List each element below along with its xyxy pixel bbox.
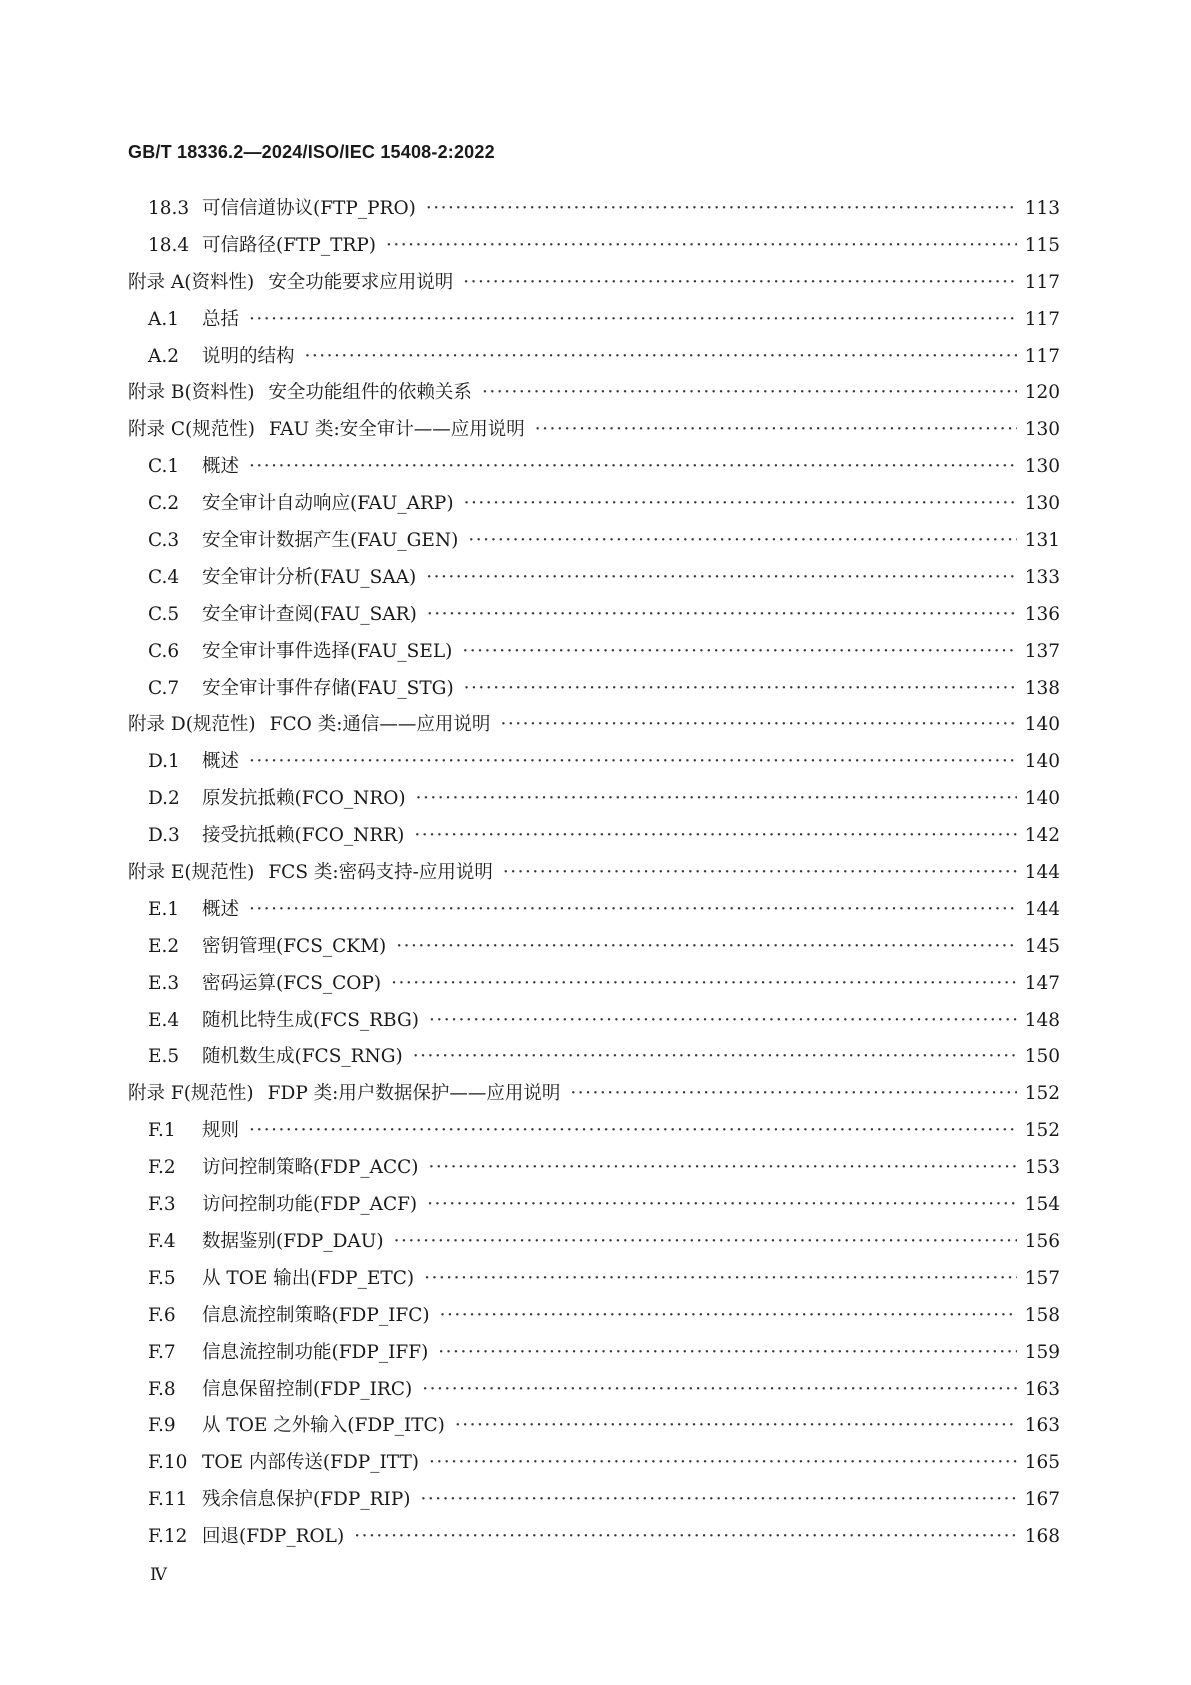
toc-leader-dots xyxy=(394,1224,1017,1261)
toc-leader-dots xyxy=(426,560,1016,597)
toc-entry-number: F.2 xyxy=(148,1157,176,1179)
toc-entry[interactable] xyxy=(128,818,1060,855)
toc-entry-page: 117 xyxy=(1024,271,1060,293)
toc-entry-number: 附录 E(规范性) xyxy=(128,862,255,884)
toc-entry[interactable] xyxy=(128,929,1060,966)
toc-entry-number: 附录 D(规范性) xyxy=(128,714,256,736)
toc-entry-page: 158 xyxy=(1024,1304,1060,1326)
toc-entry-number: E.5 xyxy=(148,1046,180,1068)
toc-entry-number: C.3 xyxy=(148,530,180,552)
toc-entry-title: FDP 类:用户数据保护——应用说明 xyxy=(267,1083,561,1105)
toc-leader-dots xyxy=(500,707,1016,744)
toc-entry[interactable] xyxy=(128,1519,1060,1556)
toc-leader-dots xyxy=(422,1372,1016,1409)
toc-entry-number: F.11 xyxy=(148,1489,188,1511)
toc-leader-dots xyxy=(426,191,1017,228)
toc-entry-title: 安全功能要求应用说明 xyxy=(268,271,454,293)
toc-entry[interactable] xyxy=(128,1335,1060,1372)
toc-entry-title: 随机数生成(FCS_RNG) xyxy=(202,1046,403,1068)
toc-entry-number: 18.3 xyxy=(148,198,190,219)
toc-entry-page: 156 xyxy=(1024,1230,1060,1252)
toc-entry-page: 120 xyxy=(1024,382,1060,404)
toc-entry[interactable] xyxy=(128,855,1060,892)
toc-leader-dots xyxy=(249,449,1017,486)
toc-entry-number: 附录 B(资料性) xyxy=(128,382,255,404)
toc-entry-number: D.3 xyxy=(148,825,180,847)
toc-entry-number: F.3 xyxy=(148,1194,176,1216)
toc-leader-dots xyxy=(391,966,1017,1003)
toc-entry[interactable] xyxy=(128,228,1060,265)
toc-entry-page: 144 xyxy=(1024,862,1060,884)
toc-entry-page: 113 xyxy=(1024,198,1060,219)
toc-entry[interactable] xyxy=(128,1372,1060,1409)
toc-leader-dots xyxy=(386,228,1017,265)
toc-entry-page: 117 xyxy=(1024,308,1060,330)
toc-entry-title: 信息保留控制(FDP_IRC) xyxy=(202,1378,413,1400)
toc-leader-dots xyxy=(427,597,1017,634)
toc-entry-title: 安全审计事件选择(FAU_SEL) xyxy=(202,640,453,662)
toc-entry-title: 概述 xyxy=(202,456,240,478)
toc-leader-dots xyxy=(414,818,1016,855)
toc-entry-title: 说明的结构 xyxy=(202,345,295,367)
toc-entry-number: E.4 xyxy=(148,1009,180,1031)
toc-leader-dots xyxy=(396,929,1016,966)
toc-entry-number: D.2 xyxy=(148,788,180,810)
toc-entry-page: 168 xyxy=(1024,1526,1060,1548)
toc-entry[interactable] xyxy=(128,671,1060,708)
toc-entry[interactable] xyxy=(128,597,1060,634)
toc-entry[interactable] xyxy=(128,449,1060,486)
toc-entry-page: 150 xyxy=(1024,1046,1060,1068)
toc-entry[interactable] xyxy=(128,339,1060,376)
toc-entry-number: F.10 xyxy=(148,1452,188,1474)
toc-leader-dots xyxy=(455,1408,1017,1445)
toc-entry-number: F.6 xyxy=(148,1304,176,1326)
toc-entry-page: 152 xyxy=(1024,1083,1060,1105)
toc-entry-page: 145 xyxy=(1024,935,1060,957)
toc-entry-title: 接受抗抵赖(FCO_NRR) xyxy=(202,825,405,847)
toc-entry-number: F.1 xyxy=(148,1120,176,1142)
toc-entry-title: 安全审计自动响应(FAU_ARP) xyxy=(202,493,454,515)
toc-entry-title: 密码运算(FCS_COP) xyxy=(202,972,382,994)
toc-entry[interactable] xyxy=(128,302,1060,339)
toc-entry-page: 152 xyxy=(1024,1120,1060,1142)
toc-entry-title: 残余信息保护(FDP_RIP) xyxy=(202,1489,411,1511)
toc-entry-number: F.8 xyxy=(148,1378,176,1400)
page-number: Ⅳ xyxy=(150,1565,167,1585)
toc-entry[interactable] xyxy=(128,1261,1060,1298)
toc-entry-number: 附录 A(资料性) xyxy=(128,271,255,293)
toc-leader-dots xyxy=(428,1150,1016,1187)
toc-entry[interactable] xyxy=(128,1187,1060,1224)
toc-entry-page: 131 xyxy=(1024,530,1060,552)
toc-entry[interactable] xyxy=(128,523,1060,560)
toc-entry[interactable] xyxy=(128,1076,1060,1113)
toc-entry-page: 130 xyxy=(1024,493,1060,515)
toc-entry-title: 安全功能组件的依赖关系 xyxy=(268,382,472,404)
toc-entry-title: FCO 类:通信——应用说明 xyxy=(269,714,491,736)
toc-entry-page: 147 xyxy=(1024,972,1060,994)
toc-entry-number: F.4 xyxy=(148,1230,176,1252)
toc-entry-title: FCS 类:密码支持-应用说明 xyxy=(268,862,493,884)
toc-entry-page: 154 xyxy=(1024,1194,1060,1216)
toc-entry-page: 138 xyxy=(1024,677,1060,699)
toc-entry[interactable] xyxy=(128,707,1060,744)
toc-entry-title: 信息流控制策略(FDP_IFC) xyxy=(202,1304,430,1326)
toc-entry-page: 130 xyxy=(1024,456,1060,478)
toc-entry[interactable] xyxy=(128,486,1060,523)
toc-entry-page: 144 xyxy=(1024,898,1060,920)
toc-leader-dots xyxy=(421,1482,1017,1519)
toc-entry-number: C.2 xyxy=(148,493,180,515)
toc-leader-dots xyxy=(249,302,1017,339)
table-of-contents xyxy=(128,191,1060,1556)
toc-entry-number: C.4 xyxy=(148,566,180,588)
toc-leader-dots xyxy=(570,1076,1016,1113)
toc-entry-page: 153 xyxy=(1024,1157,1060,1179)
toc-entry-title: 总括 xyxy=(202,308,240,330)
toc-leader-dots xyxy=(464,671,1017,708)
toc-entry-page: 140 xyxy=(1024,751,1060,773)
toc-leader-dots xyxy=(413,1039,1017,1076)
toc-entry-number: A.1 xyxy=(148,308,180,330)
toc-entry-title: FAU 类:安全审计——应用说明 xyxy=(268,419,525,441)
toc-entry-number: C.7 xyxy=(148,677,180,699)
toc-entry[interactable] xyxy=(128,1224,1060,1261)
toc-entry-number: E.3 xyxy=(148,972,180,994)
toc-entry-page: 142 xyxy=(1024,825,1060,847)
toc-entry-title: TOE 内部传送(FDP_ITT) xyxy=(202,1452,420,1474)
toc-entry[interactable] xyxy=(128,1482,1060,1519)
toc-leader-dots xyxy=(462,634,1016,671)
toc-entry-number: 附录 C(规范性) xyxy=(128,419,255,441)
toc-entry-page: 148 xyxy=(1024,1009,1060,1031)
toc-entry-page: 137 xyxy=(1024,640,1060,662)
toc-entry-title: 概述 xyxy=(202,898,240,920)
toc-leader-dots xyxy=(535,412,1017,449)
toc-leader-dots xyxy=(354,1519,1017,1556)
toc-leader-dots xyxy=(429,1003,1017,1040)
toc-entry-title: 原发抗抵赖(FCO_NRO) xyxy=(202,788,406,810)
toc-leader-dots xyxy=(503,855,1017,892)
toc-entry[interactable] xyxy=(128,265,1060,302)
toc-entry-title: 可信信道协议(FTP_PRO) xyxy=(202,198,416,219)
toc-leader-dots xyxy=(440,1298,1017,1335)
toc-entry-page: 133 xyxy=(1024,566,1060,588)
toc-leader-dots xyxy=(424,1261,1017,1298)
toc-leader-dots xyxy=(249,744,1017,781)
toc-entry-number: F.12 xyxy=(148,1526,188,1548)
toc-entry-page: 159 xyxy=(1024,1341,1060,1363)
toc-entry[interactable] xyxy=(128,781,1060,818)
toc-entry[interactable] xyxy=(128,412,1060,449)
toc-leader-dots xyxy=(427,1187,1017,1224)
toc-entry-title: 从 TOE 之外输入(FDP_ITC) xyxy=(202,1415,445,1437)
toc-entry-number: F.7 xyxy=(148,1341,176,1363)
toc-leader-dots xyxy=(438,1335,1016,1372)
toc-leader-dots xyxy=(464,486,1017,523)
toc-entry-title: 安全审计事件存储(FAU_STG) xyxy=(202,677,454,699)
toc-entry[interactable] xyxy=(128,966,1060,1003)
toc-entry-number: C.6 xyxy=(148,640,180,662)
toc-entry-page: 165 xyxy=(1024,1452,1060,1474)
toc-entry-title: 随机比特生成(FCS_RBG) xyxy=(202,1009,419,1031)
toc-entry-number: D.1 xyxy=(148,751,180,773)
toc-entry-page: 136 xyxy=(1024,603,1060,625)
toc-entry-title: 密钥管理(FCS_CKM) xyxy=(202,935,387,957)
toc-entry-page: 130 xyxy=(1024,419,1060,441)
toc-entry-title: 访问控制策略(FDP_ACC) xyxy=(202,1157,419,1179)
toc-entry-page: 140 xyxy=(1024,714,1060,736)
toc-entry-title: 概述 xyxy=(202,751,240,773)
toc-leader-dots xyxy=(429,1445,1017,1482)
toc-entry-page: 115 xyxy=(1024,234,1060,256)
toc-entry-page: 163 xyxy=(1024,1378,1060,1400)
toc-entry[interactable] xyxy=(128,1298,1060,1335)
toc-entry-title: 可信路径(FTP_TRP) xyxy=(202,234,377,256)
toc-entry[interactable] xyxy=(128,1445,1060,1482)
toc-leader-dots xyxy=(463,265,1016,302)
toc-leader-dots xyxy=(482,375,1017,412)
toc-entry-page: 140 xyxy=(1024,788,1060,810)
toc-entry-page: 163 xyxy=(1024,1415,1060,1437)
toc-entry[interactable] xyxy=(128,375,1060,412)
toc-leader-dots xyxy=(468,523,1016,560)
toc-entry-number: C.1 xyxy=(148,456,180,478)
toc-entry-number: A.2 xyxy=(148,345,180,367)
document-header: GB/T 18336.2—2024/ISO/IEC 15408-2:2022 xyxy=(128,142,495,162)
toc-entry[interactable] xyxy=(128,1150,1060,1187)
toc-entry-title: 安全审计分析(FAU_SAA) xyxy=(202,566,417,588)
toc-entry-page: 157 xyxy=(1024,1267,1060,1289)
toc-entry-title: 信息流控制功能(FDP_IFF) xyxy=(202,1341,429,1363)
toc-leader-dots xyxy=(416,781,1017,818)
toc-entry[interactable] xyxy=(128,892,1060,929)
toc-entry-number: F.5 xyxy=(148,1267,176,1289)
toc-entry-number: C.5 xyxy=(148,603,180,625)
toc-entry[interactable] xyxy=(128,634,1060,671)
toc-entry-title: 回退(FDP_ROL) xyxy=(202,1526,345,1548)
toc-leader-dots xyxy=(249,892,1017,929)
toc-entry[interactable] xyxy=(128,1408,1060,1445)
toc-entry-number: 附录 F(规范性) xyxy=(128,1083,254,1105)
toc-entry[interactable] xyxy=(128,1039,1060,1076)
toc-entry[interactable] xyxy=(128,1113,1060,1150)
toc-entry-number: E.1 xyxy=(148,898,180,920)
toc-entry-page: 167 xyxy=(1024,1489,1060,1511)
toc-entry-number: E.2 xyxy=(148,935,180,957)
toc-entry-page: 117 xyxy=(1024,345,1060,367)
toc-entry-number: 18.4 xyxy=(148,234,190,256)
toc-entry-title: 安全审计查阅(FAU_SAR) xyxy=(202,603,417,625)
toc-entry[interactable] xyxy=(128,560,1060,597)
toc-entry[interactable] xyxy=(128,191,1060,228)
toc-leader-dots xyxy=(249,1113,1017,1150)
toc-entry[interactable] xyxy=(128,744,1060,781)
toc-entry-number: F.9 xyxy=(148,1415,176,1437)
toc-entry-title: 规则 xyxy=(202,1120,240,1142)
toc-entry-title: 从 TOE 输出(FDP_ETC) xyxy=(202,1267,415,1289)
toc-entry-title: 访问控制功能(FDP_ACF) xyxy=(202,1194,418,1216)
toc-leader-dots xyxy=(305,339,1017,376)
toc-entry[interactable] xyxy=(128,1003,1060,1040)
toc-entry-title: 数据鉴别(FDP_DAU) xyxy=(202,1230,384,1252)
toc-entry-title: 安全审计数据产生(FAU_GEN) xyxy=(202,530,459,552)
